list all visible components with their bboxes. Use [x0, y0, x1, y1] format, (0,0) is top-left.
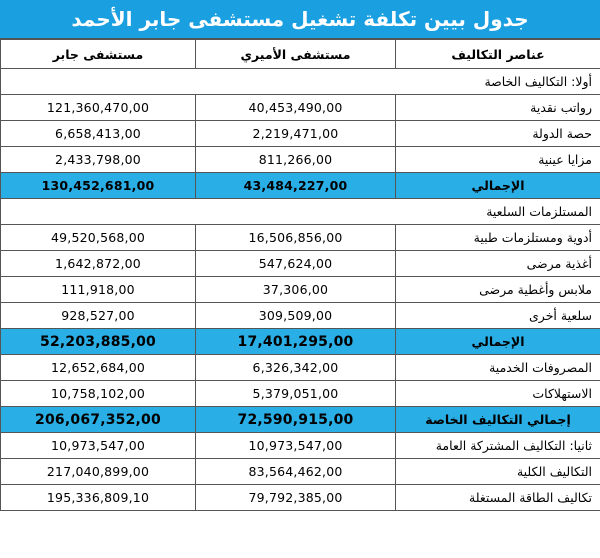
table-row: [1, 303, 600, 329]
jaber-cost-value: 10,973,547,00: [1, 433, 196, 459]
table-title: جدول بيين تكلفة تشغيل مستشفى جابر الأحمد: [0, 0, 600, 39]
section-row: [1, 199, 600, 225]
cost-item-label: المصروفات الخدمية: [396, 355, 600, 381]
jaber-cost-value: 217,040,899,00: [1, 459, 196, 485]
header-jaber: مستشفى جابر: [1, 40, 196, 69]
amiri-cost-value: 72,590,915,00: [196, 407, 396, 433]
total-row: [1, 407, 600, 433]
jaber-cost-value: 10,758,102,00: [1, 381, 196, 407]
table-row: [1, 95, 600, 121]
table-row: [1, 225, 600, 251]
amiri-cost-value: 83,564,462,00: [196, 459, 396, 485]
jaber-cost-value: 6,658,413,00: [1, 121, 196, 147]
table-row: [1, 381, 600, 407]
jaber-cost-value: 206,067,352,00: [1, 407, 196, 433]
total-row: [1, 173, 600, 199]
cost-item-label: حصة الدولة: [396, 121, 600, 147]
amiri-cost-value: 17,401,295,00: [196, 329, 396, 355]
amiri-cost-value: 6,326,342,00: [196, 355, 396, 381]
amiri-cost-value: 5,379,051,00: [196, 381, 396, 407]
jaber-cost-value: 121,360,470,00: [1, 95, 196, 121]
total-row: [1, 329, 600, 355]
cost-item-label: سلعية أخرى: [396, 303, 600, 329]
amiri-cost-value: 16,506,856,00: [196, 225, 396, 251]
header-amiri: مستشفى الأميري: [196, 40, 396, 69]
cost-item-label: الاستهلاكات: [396, 381, 600, 407]
amiri-cost-value: 43,484,227,00: [196, 173, 396, 199]
cost-item-label: الإجمالي: [396, 173, 600, 199]
cost-item-label: أدوية ومستلزمات طبية: [396, 225, 600, 251]
jaber-cost-value: 1,642,872,00: [1, 251, 196, 277]
table-row: [1, 433, 600, 459]
cost-item-label: إجمالي التكاليف الخاصة: [396, 407, 600, 433]
cost-item-label: مزايا عينية: [396, 147, 600, 173]
table-row: [1, 277, 600, 303]
header-items: عناصر التكاليف: [396, 40, 600, 69]
cost-item-label: ملابس وأغطية مرضى: [396, 277, 600, 303]
table-row: [1, 121, 600, 147]
jaber-cost-value: 52,203,885,00: [1, 329, 196, 355]
header-row: [1, 40, 600, 69]
jaber-cost-value: 111,918,00: [1, 277, 196, 303]
amiri-cost-value: 79,792,385,00: [196, 485, 396, 511]
amiri-cost-value: 309,509,00: [196, 303, 396, 329]
cost-table: [0, 39, 600, 511]
amiri-cost-value: 40,453,490,00: [196, 95, 396, 121]
table-row: [1, 147, 600, 173]
jaber-cost-value: 12,652,684,00: [1, 355, 196, 381]
table-row: [1, 355, 600, 381]
table-row: [1, 485, 600, 511]
cost-item-label: الإجمالي: [396, 329, 600, 355]
cost-item-label: التكاليف الكلية: [396, 459, 600, 485]
cost-item-label: تكاليف الطاقة المستغلة: [396, 485, 600, 511]
section-row: [1, 69, 600, 95]
cost-item-label: ثانيا: التكاليف المشتركة العامة: [396, 433, 600, 459]
jaber-cost-value: 2,433,798,00: [1, 147, 196, 173]
jaber-cost-value: 928,527,00: [1, 303, 196, 329]
jaber-cost-value: 195,336,809,10: [1, 485, 196, 511]
table-row: [1, 251, 600, 277]
amiri-cost-value: 10,973,547,00: [196, 433, 396, 459]
table-body: [1, 69, 600, 511]
table-row: [1, 459, 600, 485]
amiri-cost-value: 547,624,00: [196, 251, 396, 277]
section-label: أولا: التكاليف الخاصة: [1, 69, 600, 95]
amiri-cost-value: 37,306,00: [196, 277, 396, 303]
cost-item-label: أغذية مرضى: [396, 251, 600, 277]
jaber-cost-value: 49,520,568,00: [1, 225, 196, 251]
amiri-cost-value: 2,219,471,00: [196, 121, 396, 147]
cost-item-label: رواتب نقدية: [396, 95, 600, 121]
jaber-cost-value: 130,452,681,00: [1, 173, 196, 199]
section-label: المستلزمات السلعية: [1, 199, 600, 225]
amiri-cost-value: 811,266,00: [196, 147, 396, 173]
